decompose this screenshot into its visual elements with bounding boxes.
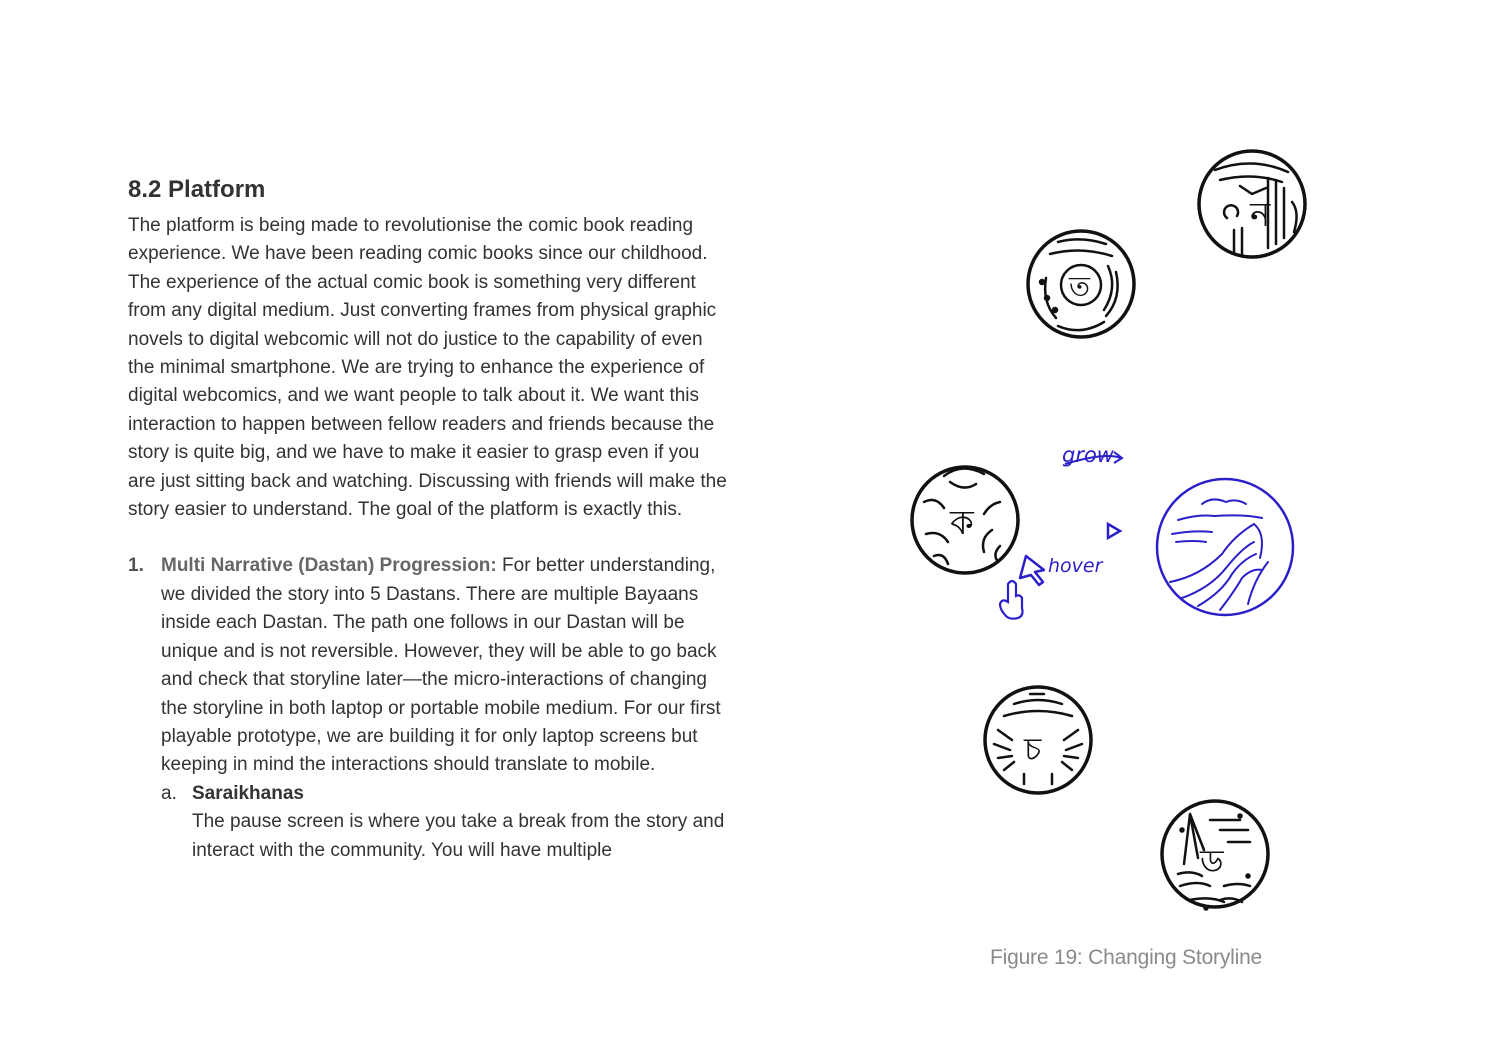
- sub-item-saraikhanas: [161, 780, 728, 865]
- sub-item-title: Saraikhanas: [192, 782, 304, 804]
- section-title: 8.2 Platform: [128, 176, 266, 203]
- storyline-sketch: [880, 130, 1360, 930]
- medallion-ka: [912, 467, 1018, 573]
- storyline-sketch-figure: [880, 130, 1360, 930]
- sub-item-letter: a.: [161, 782, 177, 804]
- hover-label: hover: [1048, 555, 1103, 577]
- grow-label: grow: [1062, 443, 1114, 467]
- list-item-body: For better understanding, we divided the story into 5 Dastans. There are multiple Bayaans inside each Dastan. The path one follows in our Dastan will be unique and is not reversible. However, they will be able to go back and check that storyline later—the micro-interactions of changing the storyline in both laptop or portable mobile medium. For our first playable prototype, we are building it for only laptop screens but keeping in mind the interactions should translate to mobile.: [161, 555, 721, 776]
- list-number: 1.: [128, 555, 144, 577]
- list-item-multi-narrative: [128, 552, 728, 864]
- cursor-arrow-icon: [1020, 556, 1044, 585]
- medallion-ta: [1028, 231, 1134, 337]
- play-arrow-icon: [1108, 524, 1120, 538]
- medallion-da: [1162, 801, 1268, 910]
- figure-caption: Figure 19: Changing Storyline: [990, 946, 1263, 969]
- intro-paragraph: The platform is being made to revolutionise the comic book reading experience. We have been reading comic books since our childhood. The experience of the actual comic book is something very different from any digital medium. Just converting frames from physical graphic novels to digital webcomic will not do justice to the capability of even the minimal smartphone. We are trying to enhance the experience of digital webcomics, and we want people to talk about it. We want this interaction to happen between fellow readers and friends because the story is quite big, and we have to make it easier to grasp even if you are just sitting back and watching. Discussing with friends will make the story easier to understand. The goal of the platform is exactly this.: [128, 215, 727, 521]
- sub-item-body: The pause screen is where you take a break from the story and interact with the community. You will have multiple: [192, 811, 725, 861]
- glyph-ka: ক: [950, 504, 974, 542]
- glyph-da: ড: [1200, 843, 1224, 879]
- medallion-landscape: [1157, 479, 1293, 615]
- list-item-title: Multi Narrative (Dastan) Progression:: [161, 555, 497, 577]
- hand-pointer-icon: [1000, 581, 1023, 619]
- grow-annotation: [1062, 443, 1122, 467]
- glyph-ta: ত: [1069, 271, 1091, 302]
- text-column: [128, 176, 728, 865]
- glyph-cha: চ: [1024, 731, 1042, 767]
- medallion-na: [1199, 151, 1305, 257]
- medallion-cha: [985, 687, 1091, 793]
- glyph-na: ন: [1250, 196, 1271, 234]
